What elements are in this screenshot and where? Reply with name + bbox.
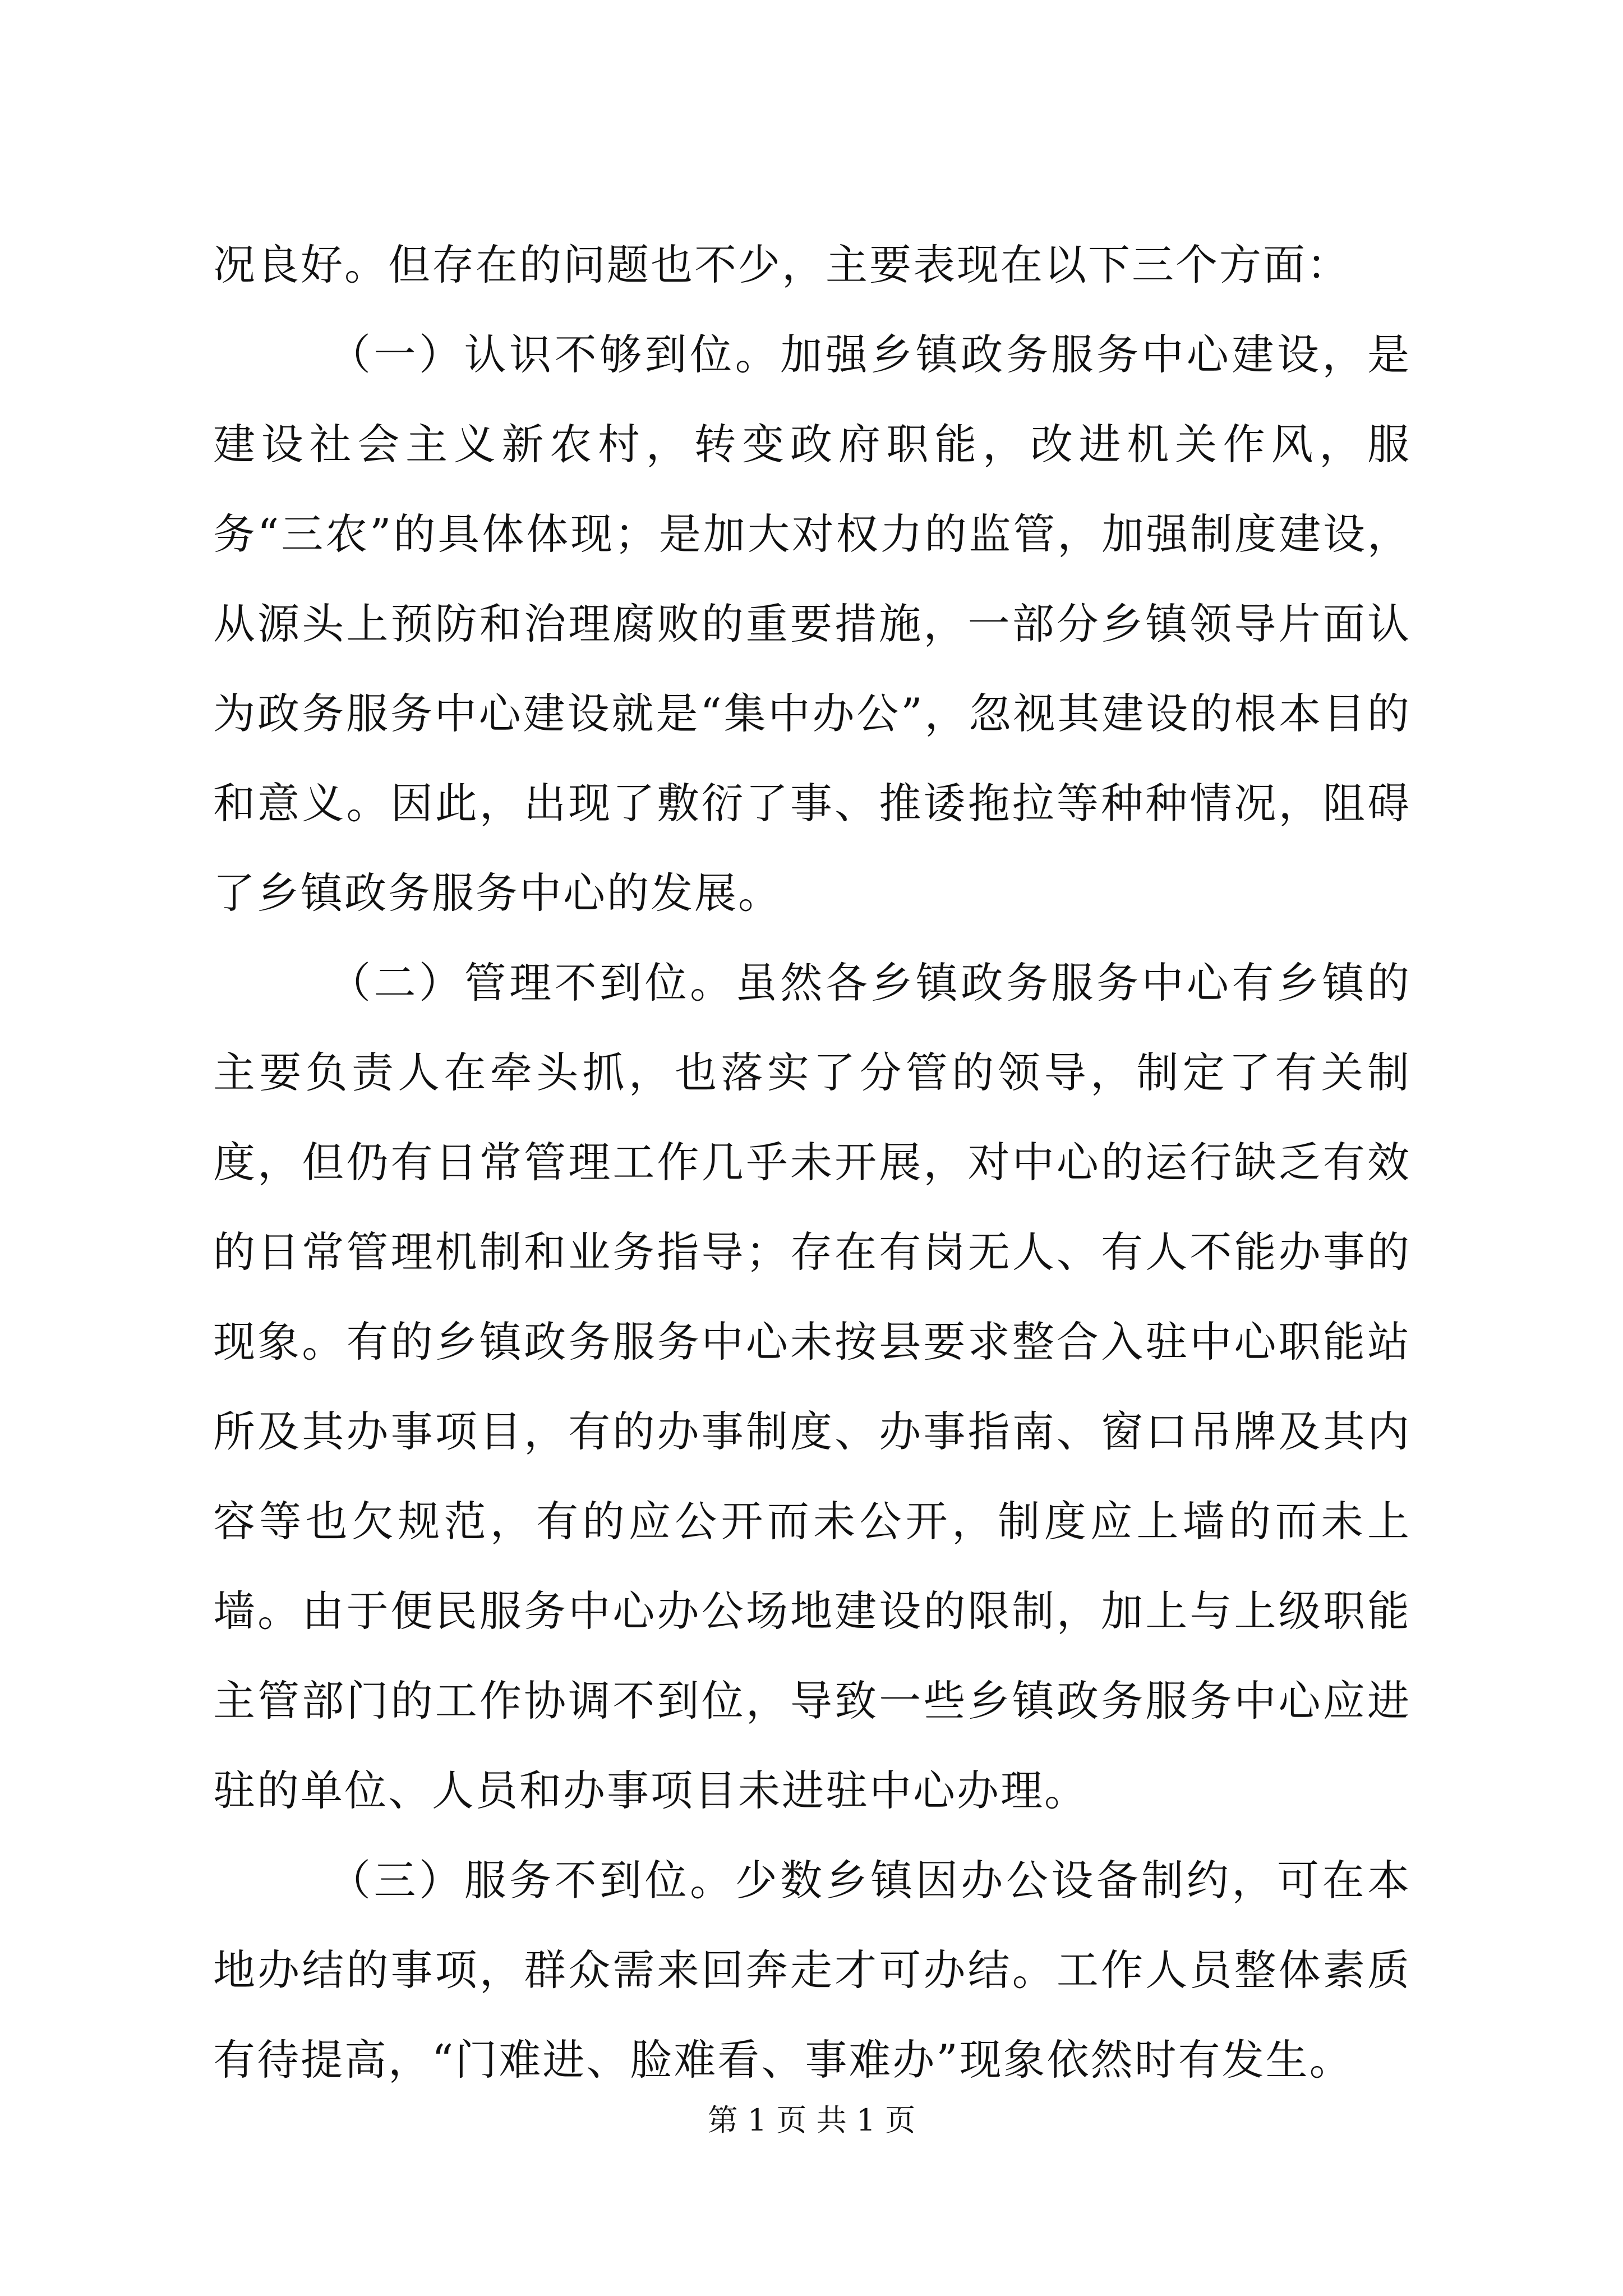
document-body [213, 220, 1411, 2105]
paragraph-continuation: 况良好。但存在的问题也不少，主要表现在以下三个方面： [213, 240, 1351, 289]
paragraph-section-2-management: （二）管理不到位。虽然各乡镇政务服务中心有乡镇的主要负责人在牵头抓，也落实了分管的领导，制定了有关制度，但仍有日常管理工作几乎未开展，对中心的运行缺乏有效的日常管理机制和业务指导；存在有岗无人、有人不能办事的现象。有的乡镇政务服务中心未按县要求整合入驻中心职能站所及其办事项目，有的办事制度、办事指南、窗口吊牌及其内容等也欠规范，有的应公开而未公开，制度应上墙的而未上墙。由于便民服务中心办公场地建设的限制，加上与上级职能主管部门的工作协调不到位，导致一些乡镇政务服务中心应进驻的单位、人员和办事项目未进驻中心办理。 [213, 958, 1411, 1815]
paragraph-section-1-awareness: （一）认识不够到位。加强乡镇政务服务中心建设，是建设社会主义新农村，转变政府职能，改进机关作风，服务“三农”的具体体现；是加大对权力的监管，加强制度建设，从源头上预防和治理腐败的重要措施，一部分乡镇领导片面认为政务服务中心建设就是“集中办公”，忽视其建设的根本目的和意义。因此，出现了敷衍了事、推诿拖拉等种种情况，阻碍了乡镇政务服务中心的发展。 [213, 330, 1411, 918]
page-footer: 第 1 页 共 1 页 [707, 2102, 916, 2138]
paragraph-section-3-service: （三）服务不到位。少数乡镇因办公设备制约，可在本地办结的事项，群众需来回奔走才可办结。工作人员整体素质有待提高，“门难进、脸难看、事难办”现象依然时有发生。 [213, 1856, 1411, 2085]
